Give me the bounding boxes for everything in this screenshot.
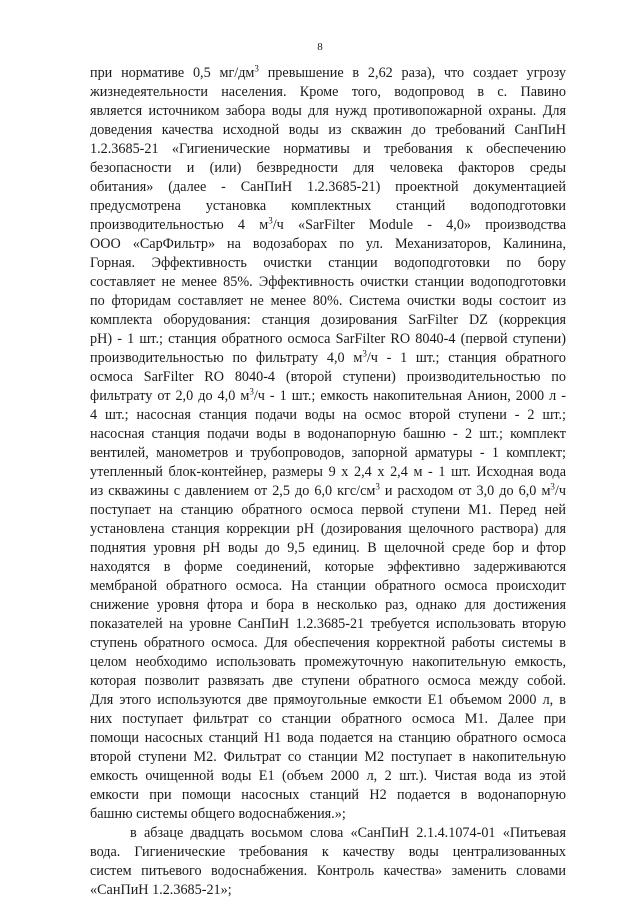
text-line: доведения качества исходной воды из скважин до требований СанПиН — [90, 122, 566, 138]
text-line: фильтрату от 2,0 до 4,0 $м^3/ч - 1$ шт.; емкость накопительная Анион, 2000 л - — [90, 386, 567, 404]
page-number: 8 — [317, 41, 323, 53]
text-line: помощи насосных станций Н1 вода подается на станцию обратного осмоса — [90, 730, 566, 746]
text-line: емкости при помощи насосных станций Н2 подается в водонапорную — [90, 787, 566, 803]
text-line: снижение уровня фтора и бора в несколько раз, однако для достижения — [90, 597, 566, 613]
text-line: мембраной обратного осмоса. На станции обратного осмоса происходит — [90, 578, 566, 594]
text-line: Горная. Эффективность очистки станции водоподготовки по бору — [90, 255, 566, 271]
text-line: 4 шт.; насосная станция подачи воды на осмос второй ступени - 2 шт.; — [90, 407, 566, 423]
paragraph-2 — [90, 824, 566, 900]
text-line: предусмотрена установка комплектных станций водоподготовки — [90, 198, 566, 214]
text-line: систем питьевого водоснабжения. Контроль качества» заменить словами — [90, 863, 566, 879]
text-line: целом необходимо использовать промежуточную накопительную емкость, — [90, 654, 566, 670]
text-line: Для этого используются две прямоугольные емкости Е1 объемом 2000 л, в — [90, 692, 566, 708]
text-line: башню системы общего водоснабжения.»; — [90, 806, 346, 822]
text-line: утепленный блок-контейнер, размеры 9 х 2,4 х 2,4 м - 1 шт. Исходная вода — [90, 464, 566, 480]
text-line: безопасности и (или) безвредности для человека факторов среды — [90, 160, 566, 176]
document-body — [90, 64, 566, 900]
text-line: находятся в форме соединений, которые эффективно задерживаются — [90, 559, 566, 575]
text-line: pH) - 1 шт.; станция обратного осмоса SarFilter RO 8040-4 (первой ступени) — [90, 331, 566, 347]
text-line: 1.2.3685-21 «Гигиенические нормативы и требования к обеспечению — [90, 141, 566, 157]
text-line: в абзаце двадцать восьмом слова «СанПиН 2.1.4.1074-01 «Питьевая — [130, 825, 566, 841]
text-line: составляет не менее 85%. Эффективность очистки станции водоподготовки — [90, 274, 566, 290]
text-line: насосная станция подачи воды в водонапорную башню - 2 шт.; комплект — [90, 426, 566, 442]
text-line: производительностью по фильтрату 4,0 $м^3/ч - 1$ шт.; станция обратного — [90, 348, 566, 366]
text-line: поступает на станцию обратного осмоса первой ступени М1. Перед ней — [90, 502, 566, 518]
text-line: ступень обратного осмоса. Для обеспечения корректной работы системы в — [90, 635, 566, 651]
text-line: комплекта оборудования: станция дозирования SarFilter DZ (коррекция — [90, 312, 566, 328]
text-line: вода. Гигиенические требования к качеству воды централизованных — [90, 844, 566, 860]
text-line: вентилей, манометров и трубопроводов, запорной арматуры - 1 комплект; — [90, 445, 566, 461]
text-line: ООО «СарФильтр» на водозаборах по ул. Механизаторов, Калинина, — [90, 236, 566, 252]
text-line: поднятия уровня pH воды до 9,5 единиц. В щелочной среде бор и фтор — [90, 540, 566, 556]
text-line: является источником забора воды для нужд противопожарной охраны. Для — [90, 103, 566, 119]
text-line: «СанПиН 1.2.3685-21»; — [90, 882, 232, 898]
text-line: осмоса SarFilter RO 8040-4 (второй ступени) производительностью по — [90, 369, 566, 385]
text-line: производительностью 4 $м^3/ч$ «SarFilter Module - 4,0» производства — [90, 215, 566, 233]
text-line: по фторидам составляет не менее 80%. Система очистки воды состоит из — [90, 293, 566, 309]
text-line: при нормативе 0,5 $мг/дм^3$ превышение в 2,62 раза), что создает угрозу — [90, 63, 566, 81]
paragraph-1 — [90, 64, 566, 824]
text-line: них поступает фильтрат со станции обратного осмоса М1. Далее при — [90, 711, 566, 727]
text-line: жизнедеятельности населения. Кроме того, водопровод в с. Павино — [90, 84, 566, 100]
text-line: показателей на уровне СанПиН 1.2.3685-21 требуется использовать вторую — [90, 616, 566, 632]
text-line: которая позволит развязать две ступени обратного осмоса между собой. — [90, 673, 566, 689]
text-line: из скважины с давлением от 2,5 до 6,0 кгс/$см^3$ и расходом от 3,0 до 6,0 $м^3/ч$ — [90, 481, 566, 499]
text-line: емкость очищенной воды Е1 (объем 2000 л, 2 шт.). Чистая вода из этой — [90, 768, 566, 784]
text-line: установлена станция коррекции pH (дозирования щелочного раствора) для — [90, 521, 566, 537]
text-line: второй ступени М2. Фильтрат со станции М2 поступает в накопительную — [90, 749, 566, 765]
text-line: обитания» (далее - СанПиН 1.2.3685-21) проектной документацией — [90, 179, 566, 195]
